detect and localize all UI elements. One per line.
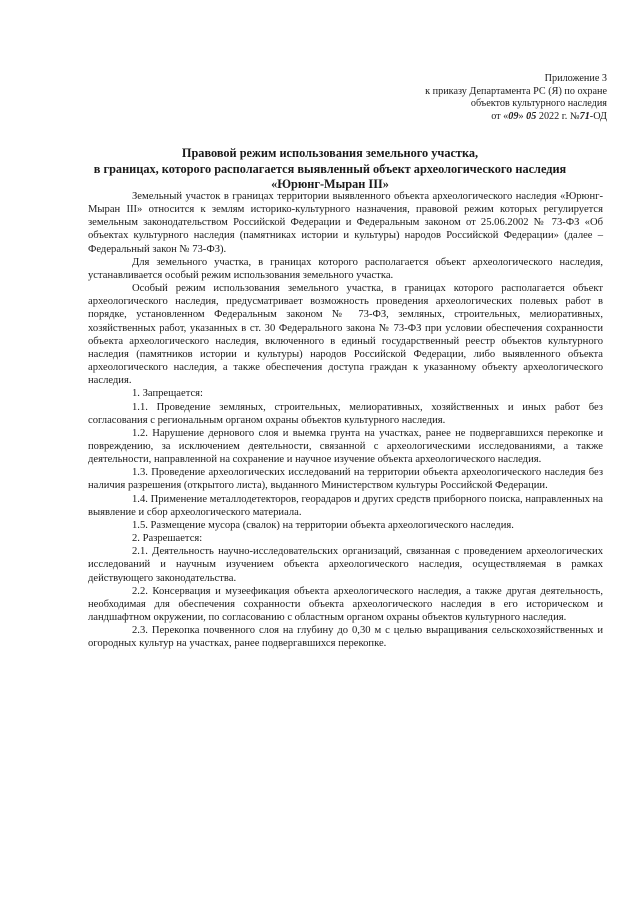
paragraph-special-regime: Для земельного участка, в границах которого располагается объект археологического наследия, устанавливается особый режим использования земельного участка.	[88, 256, 603, 281]
item-1-5: 1.5. Размещение мусора (свалок) на территории объекта археологического наследия.	[132, 519, 514, 531]
document-title	[60, 146, 600, 193]
section-prohibited: 1. Запрещается:	[132, 388, 203, 400]
title-line-2: в границах, которого располагается выявленный объект археологического наследия	[93, 161, 567, 176]
date-sep: »	[518, 110, 527, 122]
date-day: 09	[508, 110, 519, 122]
item-1-4: 1.4. Применение металлодетекторов, георадаров и других средств приборного поиска, направленных на выявление и сбор археологического материала.	[88, 493, 603, 518]
item-2-2: 2.2. Консервация и музеефикация объекта археологического наследия, а также другая деятельность, необходимая для обеспечения сохранности объекта археологического наследия в его историческом и ландшафтном окружении, по согласованию с областным органом охраны объектов культурного наследия.	[88, 585, 603, 623]
item-1-3: 1.3. Проведение археологических исследований на территории объекта археологического наследия без наличия разрешения (открытого листа), выданного Министерством культуры Российской Федерации.	[88, 467, 603, 492]
date-month: 05	[526, 110, 537, 122]
item-1-2: 1.2. Нарушение дернового слоя и выемка грунта на участках, ранее не подвергавшихся перекопке и повреждению, за исключением деятельности, связанной с археологическими исследованиями, а также деятельности, направленной на сохранение и научное изучение объекта археологического наследия.	[88, 427, 603, 466]
section-permitted: 2. Разрешается:	[132, 533, 203, 545]
paragraph-regime-details: Особый режим использования земельного участка, в границах которого располагается объект археологического наследия, предусматривает возможность проведения археологических полевых работ в порядке, установленном Федеральным законом № 73-ФЗ, земляных, строительных, мелиоративных, хозяйственных работ, указанных в ст. 30 Федерального закона № 73-ФЗ при условии обеспечения сохранности объекта археологического наследия, включенного в единый государственный реестр объектов культурного наследия (памятников истории и культуры) народов Российской Федерации, либо выявленного объекта археологического наследия, а также обеспечения доступа граждан к указанному объекту археологического наследия.	[88, 283, 603, 387]
item-1-1: 1.1. Проведение земляных, строительных, мелиоративных, хозяйственных и иных работ без согласования с региональным органом охраны объектов культурного наследия.	[88, 401, 603, 426]
date-prefix: от «	[491, 110, 509, 122]
title-line-1: Правовой режим использования земельного участка,	[181, 146, 479, 160]
order-suffix: -ОД	[589, 110, 607, 122]
appendix-date-line	[367, 111, 607, 124]
appendix-number: Приложение 3	[544, 73, 607, 84]
item-2-1: 2.1. Деятельность научно-исследовательских организаций, связанная с проведением археологических исследований и научным изучением объекта археологического наследия, осуществляемая в рамках действующего законодательства.	[88, 546, 603, 584]
appendix-order-ref-cont: объектов культурного наследия	[470, 98, 607, 110]
appendix-order-ref: к приказу Департамента РС (Я) по охране	[425, 85, 607, 97]
item-2-3: 2.3. Перекопка почвенного слоя на глубину до 0,30 м с целью выращивания сельскохозяйственных и огородных культур на участках, ранее подвергавшихся перекопке.	[88, 625, 603, 650]
document-body	[88, 190, 603, 650]
title-line-3: «Юрюнг-Мыран III»	[271, 177, 389, 191]
paragraph-land-category: Земельный участок в границах территории выявленного объекта археологического наследия «Юрюнг-Мыран III» относится к землям историко-культурного назначения, правовой режим которых регулируется земельным законодательством Российской Федерации и Федеральным законом от 25.06.2002 № 73-ФЗ «Об объектах культурного наследия (памятниках истории и культуры) народов Российской Федерации» (далее – Федеральный закон № 73-ФЗ).	[88, 191, 603, 255]
order-number: 71	[579, 110, 590, 122]
date-year: 2022 г. №	[536, 110, 580, 122]
appendix-header	[367, 73, 607, 123]
